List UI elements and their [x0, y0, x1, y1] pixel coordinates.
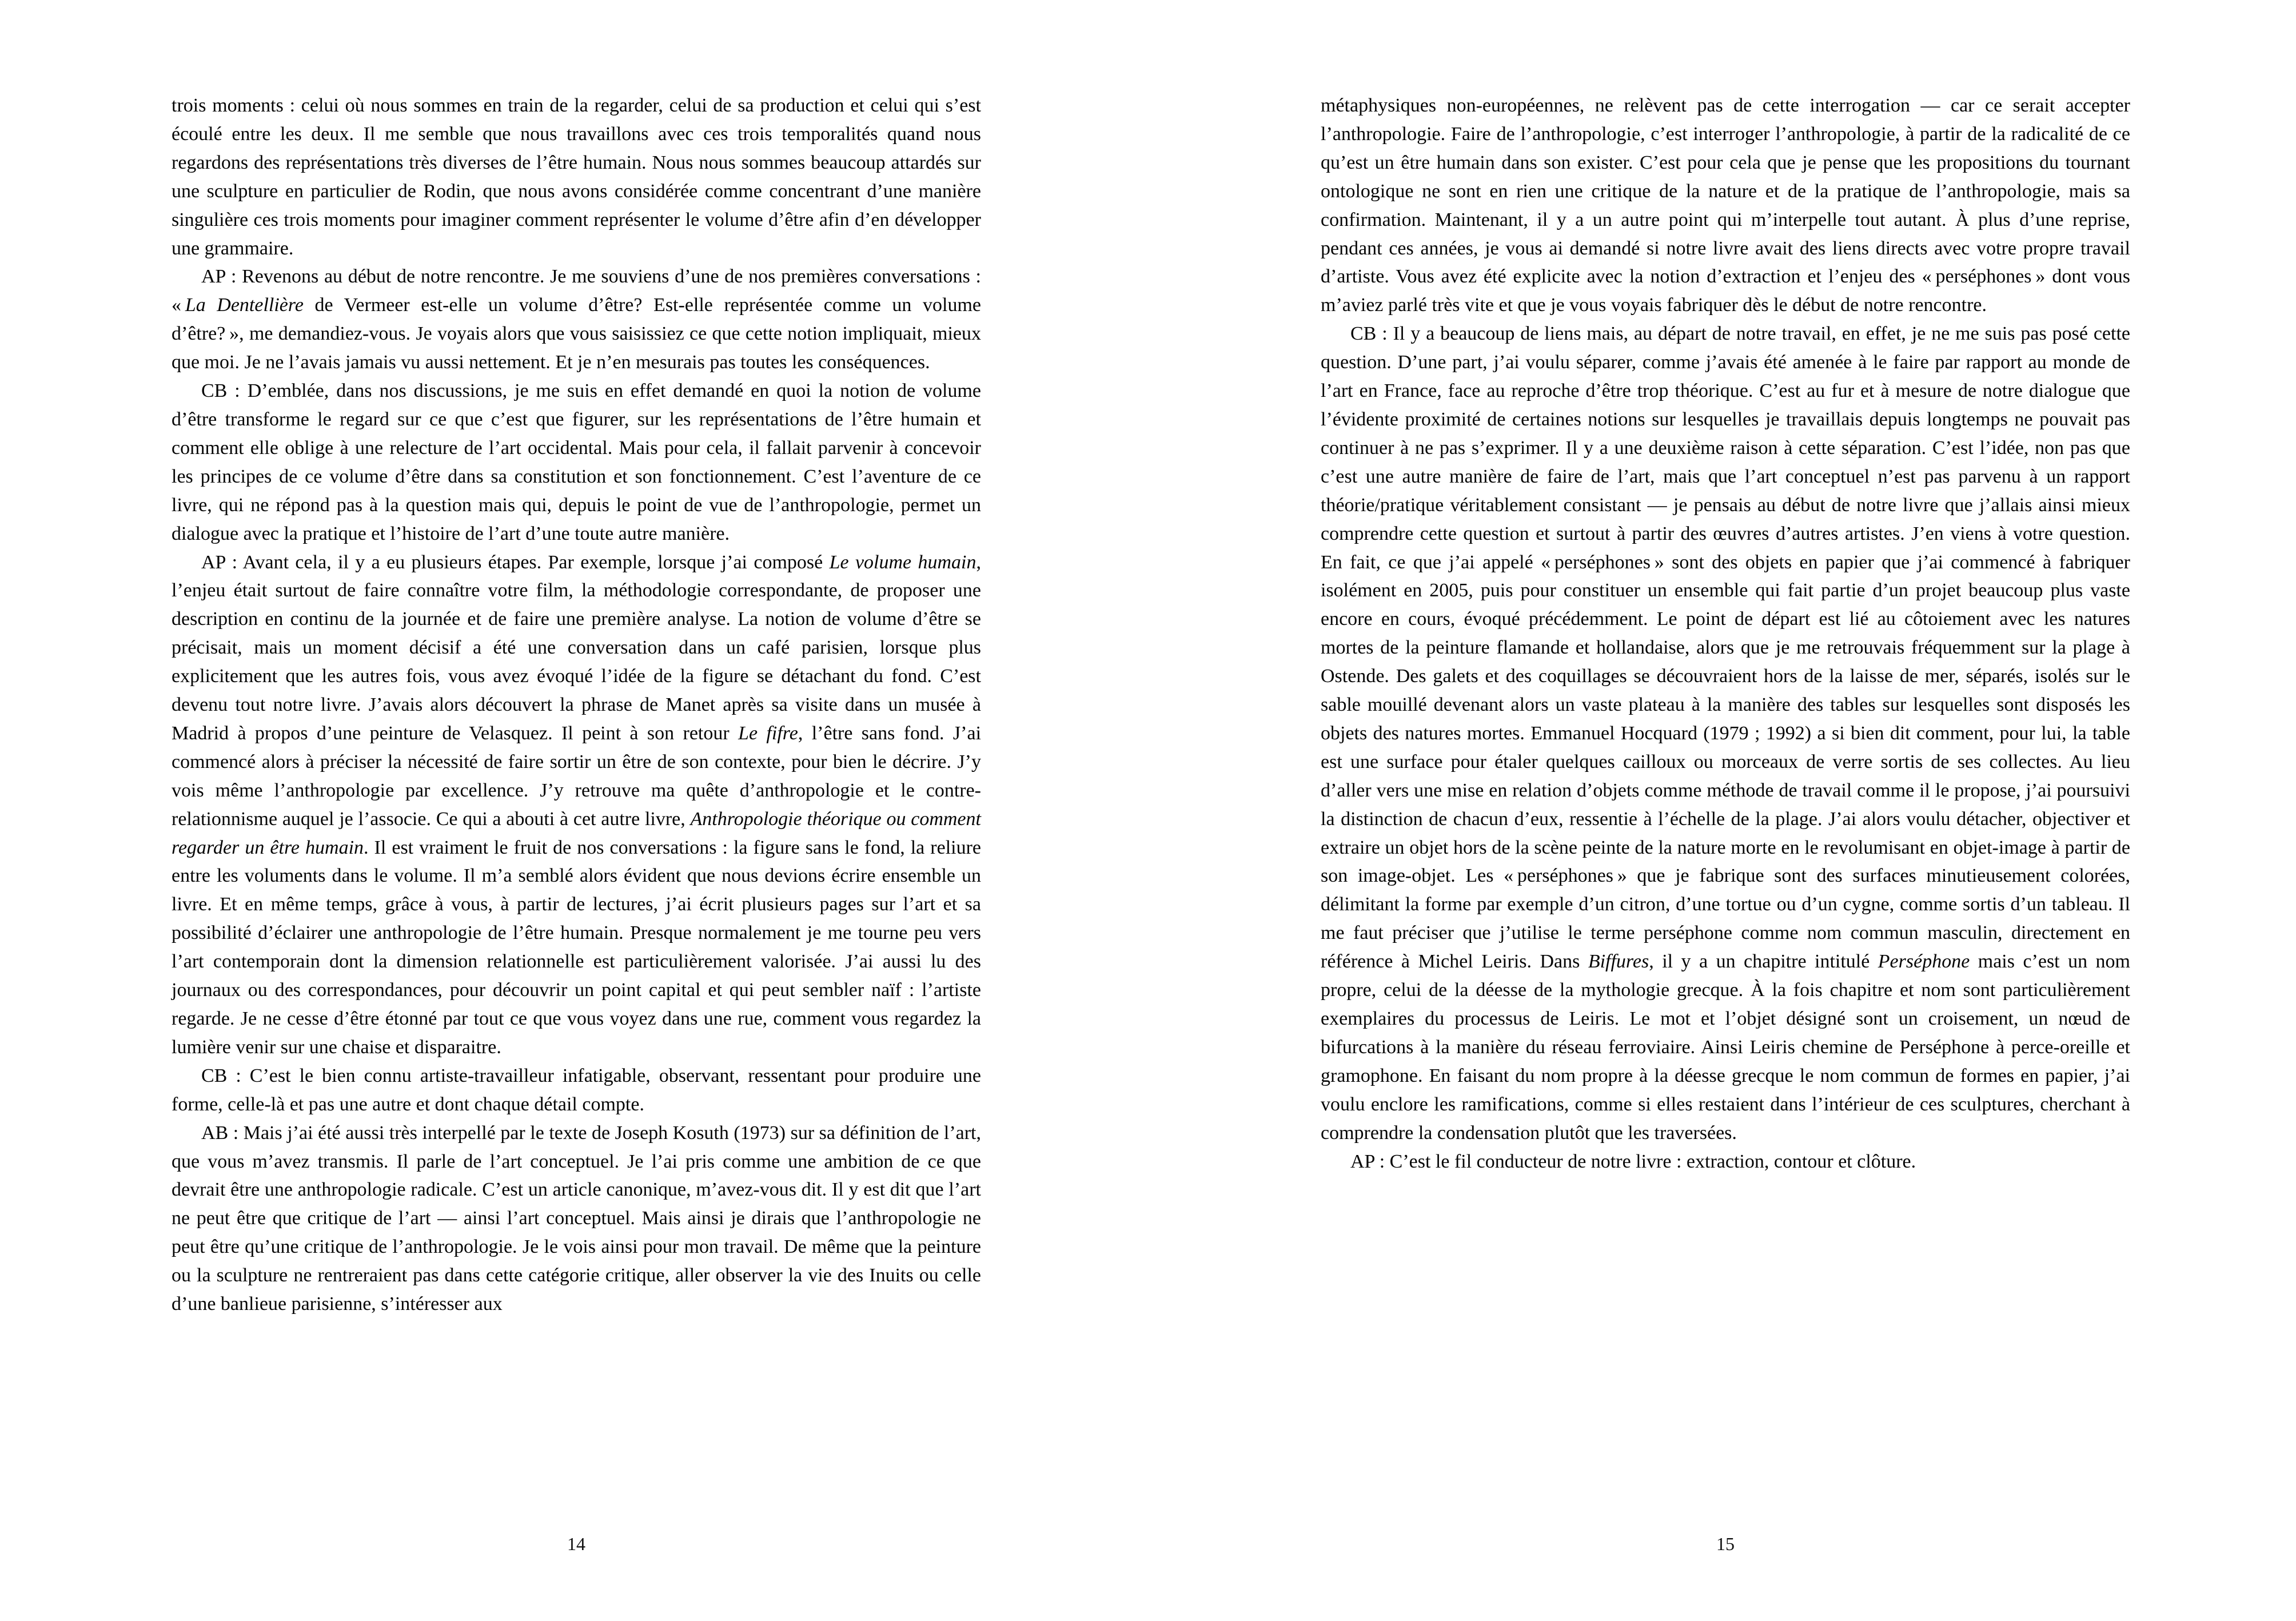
italic-title: Biffures [1588, 951, 1649, 973]
italic-title: Le volume humain [829, 551, 976, 573]
paragraph: AP : Revenons au début de notre rencontre. Je me souviens d’une de nos premières conversations : « La Dentellière de Vermeer est-elle un volume d’être? Est-elle représentée comme un volume d’être? », me demandiez-vous. Je voyais alors que vous saisissiez ce que cette notion impliquait, mieux que moi. Je ne l’avais jamais vu aussi nettement. Et je n’en mesurais pas toutes les conséquences. [172, 266, 981, 373]
paragraph: CB : C’est le bien connu artiste-travailleur infatigable, observant, ressentant pour produire une forme, celle-là et pas une autre et dont chaque détail compte. [172, 1065, 981, 1115]
page-right-text [1321, 91, 2130, 1176]
paragraph: AP : C’est le fil conducteur de notre livre : extraction, contour et clôture. [1350, 1150, 1916, 1172]
paragraph: CB : Il y a beaucoup de liens mais, au départ de notre travail, en effet, je ne me suis pas posé cette question. D’une part, j’ai voulu séparer, comme j’avais été amenée à le faire par rapport au monde de l’art en France, face au reproche d’être trop théorique. C’est au fur et à mesure de notre dialogue que l’évidente proximité de certaines notions sur lesquelles je travaillais depuis longtemps ne pouvait pas continuer à ne pas s’exprimer. Il y a une deuxième raison à cette séparation. C’est l’idée, non pas que c’est une autre manière de faire de l’art, mais que l’art conceptuel n’est pas parvenu à un rapport théorie/pratique véritablement consistant — je pensais au début de notre livre que j’allais ainsi mieux comprendre cette question et surtout à partir des œuvres d’autres artistes. J’en viens à votre question. En fait, ce que j’ai appelé « perséphones » sont des objets en papier que j’ai commencé à fabriquer isolément en 2005, puis pour constituer un ensemble qui fait partie d’un projet beaucoup plus vaste encore en cours, évoqué précédemment. Le point de départ est lié au côtoiement avec les natures mortes de la peinture flamande et hollandaise, alors que je me retrouvais fréquemment sur la plage à Ostende. Des galets et des coquillages se découvraient hors de la laisse de mer, séparés, isolés sur le sable mouillé devenant alors un vaste plateau à la manière des tables sur lesquelles sont disposés les objets des natures mortes. Emmanuel Hocquard (1979 ; 1992) a si bien dit comment, pour lui, la table est une surface pour étaler quelques cailloux ou morceaux de verre sortis de ses collectes. Au lieu d’aller vers une mise en relation d’objets comme méthode de travail comme il le propose, j’ai poursuivi la distinction de chacun d’eux, ressentie à l’échelle de la plage. J’ai alors voulu détacher, objectiver et extraire un objet hors de la scène peinte de la nature morte en le revolumisant en objet-image à partir de son image-objet. Les « perséphones » que je fabrique sont des surfaces minutieusement colorées, délimitant la forme par exemple d’un citron, d’une tortue ou d’un cygne, comme sortis d’un tableau. Il me faut préciser que j’utilise le terme perséphone comme nom commun masculin, directement en référence à Michel Leiris. Dans Biffures, il y a un chapitre intitulé Perséphone mais c’est un nom propre, celui de la déesse de la mythologie grecque. À la fois chapitre et nom sont particulièrement exemplaires du processus de Leiris. Le mot et l’objet désigné sont un croisement, un nœud de bifurcations à la manière du réseau ferroviaire. Ainsi Leiris chemine de Perséphone à perce-oreille et gramophone. En faisant du nom propre à la déesse grecque le nom commun de formes en papier, j’ai voulu enclore les ramifications, comme si elles restaient dans l’intérieur de ces sculptures, cherchant à comprendre la condensation plutôt que les traversées. [1321, 323, 2130, 1144]
italic-title: Le fifre [738, 722, 798, 744]
italic-title: Anthropologie théorique ou comment regarder un être humain [172, 808, 981, 858]
page-number-left: 14 [567, 1534, 585, 1554]
italic-title: Perséphone [1878, 951, 1970, 973]
paragraph: AP : Avant cela, il y a eu plusieurs étapes. Par exemple, lorsque j’ai composé Le volume humain, l’enjeu était surtout de faire connaître votre film, la méthodologie correspondante, de proposer une description en continu de la journée et de faire une première analyse. La notion de volume d’être se précisait, mais un moment décisif a été une conversation dans un café parisien, lorsque plus explicitement que les autres fois, vous avez évoqué l’idée de la figure se détachant du fond. C’est devenu tout notre livre. J’avais alors découvert la phrase de Manet après sa visite dans un musée à Madrid à propos d’une peinture de Velasquez. Il peint à son retour Le fifre, l’être sans fond. J’ai commencé alors à préciser la nécessité de faire sortir un être de son contexte, pour bien le décrire. J’y vois même l’anthropologie par excellence. J’y retrouve ma quête d’anthropologie et le contre-relationnisme auquel je l’associe. Ce qui a abouti à cet autre livre, Anthropologie théorique ou comment regarder un être humain. Il est vraiment le fruit de nos conversations : la figure sans le fond, la reliure entre les voluments dans le volume. Il m’a semblé alors évident que nous devions écrire ensemble un livre. Et en même temps, grâce à vous, à partir de lectures, j’ai écrit plusieurs pages sur l’art et sa possibilité d’éclairer une anthropologie de l’être humain. Presque normalement je me tourne peu vers l’art contemporain dont la dimension relationnelle est particulièrement valorisée. J’ai aussi lu des journaux ou des correspondances, pour découvrir un point capital et qui peut sembler naïf : l’artiste regarde. Je ne cesse d’être étonné par tout ce que vous voyez dans une rue, comment vous regardez la lumière venir sur une chaise et disparaitre. [172, 551, 982, 1058]
page-number-right: 15 [1716, 1534, 1735, 1554]
paragraph: métaphysiques non-européennes, ne relèvent pas de cette interrogation — car ce serait accepter l’anthropologie. Faire de l’anthropologie, c’est interroger l’anthropologie, à partir de la radicalité de ce qu’est un être humain dans son exister. C’est pour cela que je pense que les propositions du tournant ontologique ne sont en rien une critique de la nature et de la pratique de l’anthropologie, mais sa confirmation. Maintenant, il y a un autre point qui m’interpelle tout autant. À plus d’une reprise, pendant ces années, je vous ai demandé si notre livre avait des liens directs avec votre propre travail d’artiste. Vous avez été explicite avec la notion d’extraction et l’enjeu des « perséphones » dont vous m’aviez parlé très vite et que je vous voyais fabriquer dès le début de notre rencontre. [1321, 95, 2130, 316]
paragraph: AB : Mais j’ai été aussi très interpellé par le texte de Joseph Kosuth (1973) sur sa définition de l’art, que vous m’avez transmis. Il parle de l’art conceptuel. Je l’ai pris comme une ambition de ce que devrait être une anthropologie radicale. C’est un article canonique, m’avez-vous dit. Il y est dit que l’art ne peut être que critique de l’art — ainsi l’art conceptuel. Mais ainsi je dirais que l’anthropologie ne peut être qu’une critique de l’anthropologie. Je le vois ainsi pour mon travail. De même que la peinture ou la sculpture ne rentreraient pas dans cette catégorie critique, aller observer la vie des Inuits ou celle d’une banlieue parisienne, s’intéresser aux [172, 1122, 981, 1315]
italic-title: La Dentellière [185, 294, 304, 316]
page-right [1148, 0, 2296, 1621]
paragraph: trois moments : celui où nous sommes en train de la regarder, celui de sa production et celui qui s’est écoulé entre les deux. Il me semble que nous travaillons avec ces trois temporalités quand nous regardons des représentations très diverses de l’être humain. Nous nous sommes beaucoup attardés sur une sculpture en particulier de Rodin, que nous avons considérée comme concentrant d’une manière singulière ces trois moments pour imaginer comment représenter le volume d’être afin d’en développer une grammaire. [172, 95, 981, 259]
paragraph: CB : D’emblée, dans nos discussions, je me suis en effet demandé en quoi la notion de volume d’être transforme le regard sur ce que c’est que figurer, sur les représentations de l’être humain et comment elle oblige à une relecture de l’art occidental. Mais pour cela, il fallait parvenir à concevoir les principes de ce volume d’être dans sa constitution et son fonctionnement. C’est l’aventure de ce livre, qui ne répond pas à la question mais qui, depuis le point de vue de l’anthropologie, permet un dialogue avec la pratique et l’histoire de l’art d’une toute autre manière. [172, 380, 981, 544]
page-left-text [172, 91, 981, 1319]
